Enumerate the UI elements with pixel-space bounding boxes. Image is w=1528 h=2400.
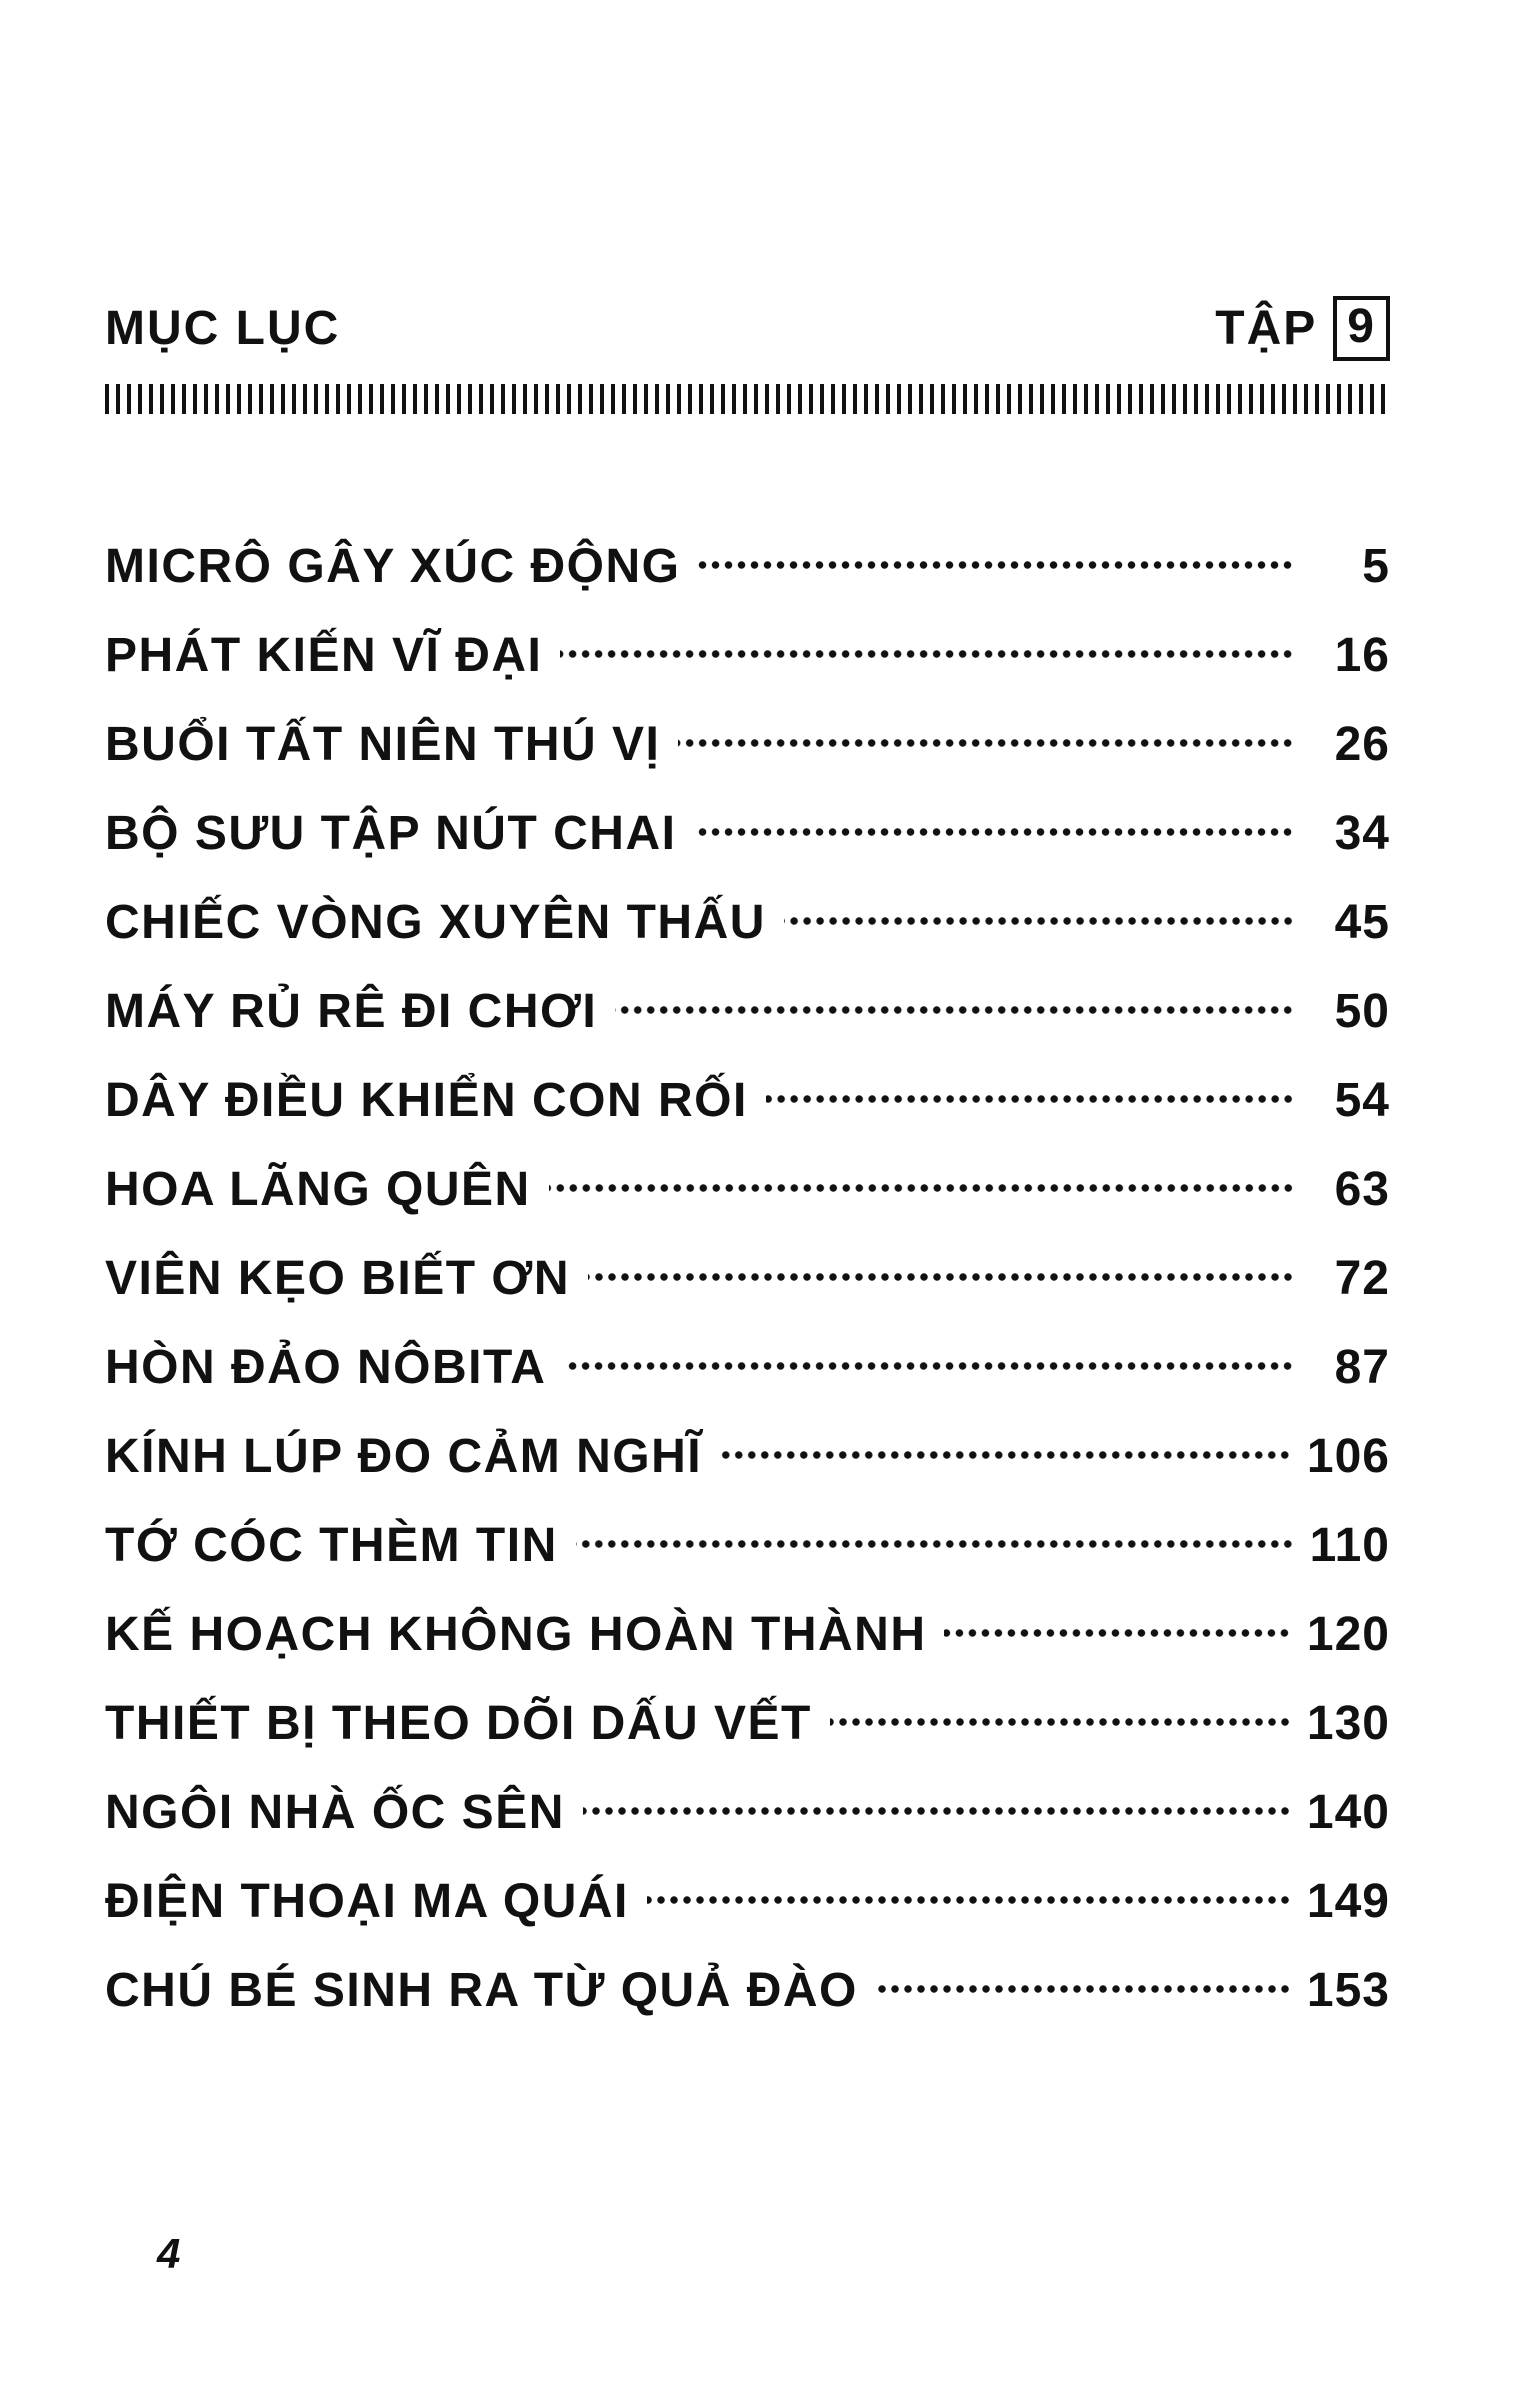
page-header bbox=[105, 300, 1390, 356]
toc-entry-page: 106 bbox=[1306, 1430, 1390, 1483]
toc-entry bbox=[105, 1857, 1390, 1946]
toc-entry bbox=[105, 1323, 1390, 1412]
dot-leader bbox=[583, 1805, 1293, 1817]
dot-leader bbox=[766, 1093, 1296, 1105]
dot-leader bbox=[576, 1538, 1296, 1550]
toc-entry bbox=[105, 522, 1390, 611]
toc-entry-page: 45 bbox=[1334, 896, 1390, 949]
toc-entry-title: NGÔI NHÀ ỐC SÊN bbox=[105, 1786, 565, 1839]
toc-entry bbox=[105, 1056, 1390, 1145]
toc-entry-title: CHÚ BÉ SINH RA TỪ QUẢ ĐÀO bbox=[105, 1964, 858, 2017]
toc-entry bbox=[105, 878, 1390, 967]
dot-leader bbox=[698, 559, 1296, 571]
dot-leader bbox=[588, 1271, 1296, 1283]
toc-entry bbox=[105, 1234, 1390, 1323]
toc-entry bbox=[105, 1590, 1390, 1679]
toc-entry-page: 26 bbox=[1334, 718, 1390, 771]
dot-leader bbox=[720, 1449, 1293, 1461]
toc-entry-page: 16 bbox=[1334, 629, 1390, 682]
toc-entry-title: HOA LÃNG QUÊN bbox=[105, 1163, 531, 1216]
toc-entry-title: DÂY ĐIỀU KHIỂN CON RỐI bbox=[105, 1074, 748, 1127]
toc-entry bbox=[105, 789, 1390, 878]
toc-entry-title: TỚ CÓC THÈM TIN bbox=[105, 1519, 558, 1572]
toc-entry-page: 140 bbox=[1306, 1786, 1390, 1839]
toc-entry-title: ĐIỆN THOẠI MA QUÁI bbox=[105, 1875, 629, 1928]
toc-entry-title: KÍNH LÚP ĐO CẢM NGHĨ bbox=[105, 1430, 703, 1483]
toc-list bbox=[105, 522, 1390, 2035]
toc-entry-title: VIÊN KẸO BIẾT ƠN bbox=[105, 1252, 570, 1305]
toc-entry-page: 120 bbox=[1306, 1608, 1390, 1661]
toc-entry-title: CHIẾC VÒNG XUYÊN THẤU bbox=[105, 896, 766, 949]
toc-entry bbox=[105, 700, 1390, 789]
toc-entry-page: 50 bbox=[1334, 985, 1390, 1038]
toc-entry-page: 149 bbox=[1306, 1875, 1390, 1928]
dot-leader bbox=[944, 1627, 1292, 1639]
toc-entry-page: 54 bbox=[1334, 1074, 1390, 1127]
toc-entry-page: 63 bbox=[1334, 1163, 1390, 1216]
toc-entry bbox=[105, 1679, 1390, 1768]
dot-leader bbox=[678, 737, 1296, 749]
dot-leader bbox=[647, 1894, 1293, 1906]
divider-bars-icon bbox=[105, 384, 1390, 414]
toc-entry-title: MÁY RỦ RÊ ĐI CHƠI bbox=[105, 985, 598, 1038]
toc-entry bbox=[105, 967, 1390, 1056]
dot-leader bbox=[560, 648, 1296, 660]
toc-entry bbox=[105, 1768, 1390, 1857]
volume-label-group bbox=[1215, 296, 1390, 361]
toc-entry-page: 72 bbox=[1334, 1252, 1390, 1305]
toc-entry-title: BUỔI TẤT NIÊN THÚ VỊ bbox=[105, 718, 661, 771]
toc-entry bbox=[105, 611, 1390, 700]
dot-leader bbox=[615, 1004, 1296, 1016]
page-number: 4 bbox=[157, 2230, 181, 2277]
toc-entry-title: PHÁT KIẾN VĨ ĐẠI bbox=[105, 629, 543, 682]
toc-entry bbox=[105, 1946, 1390, 2035]
toc-entry-page: 5 bbox=[1362, 540, 1390, 593]
toc-entry-title: KẾ HOẠCH KHÔNG HOÀN THÀNH bbox=[105, 1608, 927, 1661]
dot-leader bbox=[564, 1360, 1296, 1372]
volume-label: TẬP bbox=[1215, 301, 1318, 355]
toc-entry-page: 130 bbox=[1306, 1697, 1390, 1750]
dot-leader bbox=[694, 826, 1296, 838]
dot-leader bbox=[876, 1983, 1293, 1995]
volume-number-box: 9 bbox=[1333, 296, 1390, 361]
toc-entry bbox=[105, 1501, 1390, 1590]
toc-entry-page: 87 bbox=[1334, 1341, 1390, 1394]
toc-entry-title: MICRÔ GÂY XÚC ĐỘNG bbox=[105, 540, 681, 593]
toc-entry-page: 110 bbox=[1309, 1519, 1390, 1572]
dot-leader bbox=[549, 1182, 1296, 1194]
toc-entry-title: THIẾT BỊ THEO DÕI DẤU VẾT bbox=[105, 1697, 812, 1750]
toc-entry-page: 153 bbox=[1306, 1964, 1390, 2017]
dot-leader bbox=[830, 1716, 1293, 1728]
toc-entry-title: HÒN ĐẢO NÔBITA bbox=[105, 1341, 547, 1394]
toc-entry-title: BỘ SƯU TẬP NÚT CHAI bbox=[105, 807, 677, 860]
toc-entry-page: 34 bbox=[1334, 807, 1390, 860]
page-title: MỤC LỤC bbox=[105, 301, 341, 355]
toc-entry bbox=[105, 1145, 1390, 1234]
dot-leader bbox=[784, 915, 1296, 927]
toc-entry bbox=[105, 1412, 1390, 1501]
